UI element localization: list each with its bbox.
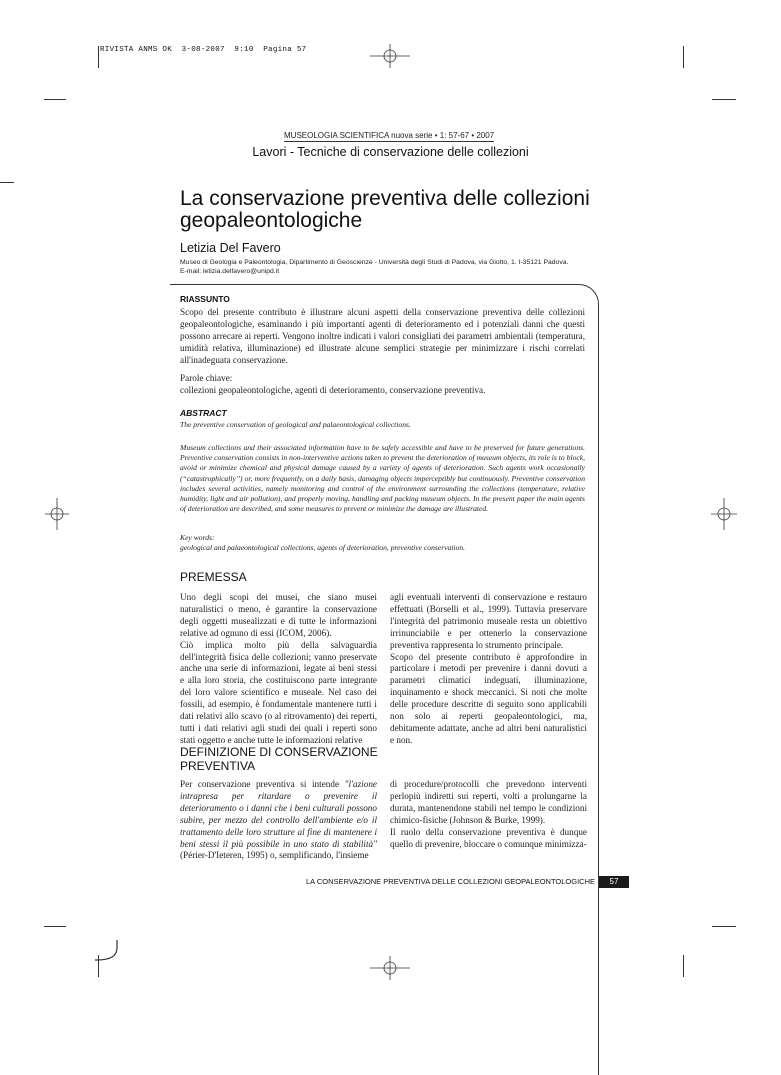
abstract-text: Museum collections and their associated information have to be safely accessible and have to be preserved for future generations. Preventive conservation consists in non-interventive actions taken to prevent the deterioration of museum objects, its role is to block, avoid or minimize chemical and physical damage caused by a variety of agents of deterioration. Such agents work occasionally (“catastrophically”) or, more frequently, on a daily basis, damaging objects imperceptibly but continuously. Preventive conservation includes several activities, namely monitoring and control of the environment surrounding the collections (temperature, relative humidity, light and air pollution), and properly moving, handling and packing museum objects. In the present paper the main agents of deterioration are described, and some measures to prevent or minimize the damage are illustrated.: [180, 443, 585, 514]
riassunto-keywords-list: collezioni geopaleontologiche, agenti di deterioramento, conservazione preventiva.: [180, 385, 486, 395]
crop-mark: [683, 955, 684, 977]
series-heading: Lavori - Tecniche di conservazione delle collezioni: [252, 145, 529, 159]
paragraph: agli eventuali interventi di conservazione e restauro effettuati (Borselli et al., 1999). Tuttavia preservare l'integrità del patrimonio museale resta un obiettivo irrinunciabile e per ottenerlo la conservazione preventiva rappresenta lo strumento principale.: [390, 592, 587, 650]
author-name: Letizia Del Favero: [180, 241, 281, 255]
corner-curve: [95, 940, 121, 966]
crop-mark: [0, 182, 14, 183]
riassunto-heading: RIASSUNTO: [180, 294, 230, 304]
registration-mark-icon: [45, 498, 69, 530]
crop-mark: [712, 99, 736, 100]
crop-mark: [712, 926, 736, 927]
crop-mark: [98, 46, 99, 68]
running-footer: LA CONSERVAZIONE PREVENTIVA DELLE COLLEZIONI GEOPALEONTOLOGICHE: [306, 877, 595, 886]
affiliation-text: Museo di Geologia e Paleontologia, Dipartimento di Geoscienze - Università degli Studi di Padova, via Giotto, 1. I-35121 Padova.: [180, 259, 569, 266]
paragraph: Il ruolo della conservazione preventiva è dunque quello di prevenire, bloccare o comunque minimizza-: [390, 826, 587, 849]
abstract-keywords-label: Key words:: [180, 533, 215, 542]
crop-mark: [44, 99, 66, 100]
abstract-subtitle: The preventive conservation of geological and palaeontological collections.: [180, 420, 411, 429]
page-number: 57: [599, 876, 629, 888]
premessa-column-right: [390, 592, 587, 747]
definition-citation: (Périer-D'Ieteren, 1995) o, semplificando, l'insieme: [180, 850, 369, 861]
journal-reference: MUSEOLOGIA SCIENTIFICA nuova serie • 1: 57-67 • 2007: [284, 131, 495, 140]
author-email: E-mail: letizia.delfavero@unipd.it: [180, 268, 280, 275]
crop-mark: [44, 926, 66, 927]
printer-slug: RIVISTA ANMS OK 3-08-2007 9:10 Pagina 57: [100, 46, 307, 54]
abstract-keywords-list: geological and palaeontological collections, agents of deterioration, preventive conservation.: [180, 543, 466, 553]
abstract-heading: ABSTRACT: [180, 408, 227, 418]
paragraph: di procedure/protocolli che prevedono interventi perlopiù indiretti sui reperti, volti a prolungarne la durata, mantenendone stabili nel tempo le condizioni chimico-fisiche (Johnson & Burke, 1999).: [390, 779, 587, 825]
paragraph: Scopo del presente contributo è approfondire in particolare i metodi per prevenire i danni dovuti a parametri climatici indeguati, illuminazione, inquinamento e shock meccanici. Si noti che molte delle procedure descritte di seguito sono applicabili non solo ai reperti geopaleontologici, ma, debitamente adattate, anche ad altri beni naturalistici e non.: [390, 651, 587, 745]
riassunto-keywords-label: Parole chiave:: [180, 373, 233, 383]
definizione-column-left: [180, 779, 377, 862]
abstract-keywords: [180, 533, 585, 553]
paragraph: Uno degli scopi dei musei, che siano musei naturalistici o meno, è garantire la conservazione degli oggetti musealizzati e di tutte le informazioni relative ad ognuno di essi (ICOM, 2006).: [180, 592, 377, 638]
riassunto-keywords: [180, 372, 585, 396]
definizione-column-right: [390, 779, 587, 850]
premessa-column-left: [180, 592, 377, 747]
section-heading-definizione: DEFINIZIONE DI CONSERVAZIONE PREVENTIVA: [180, 745, 378, 773]
registration-mark-icon: [711, 498, 737, 530]
paragraph: Ciò implica molto più della salvaguardia dell'integrità fisica delle collezioni; vanno preservate anche una serie di informazioni, legate ai beni stessi e alla loro storia, che costituiscono parte integrante del loro valore scientifico e museale. Nel caso dei fossili, ad esempio, è fondamentale mantenere tutti i dati relativi allo scavo (o al ritrovamento) dei reperti, tutti i dati relativi agli studi dei quali i reperti sono stati oggetto e anche tutte le informazioni relative: [180, 639, 377, 745]
definition-intro: Per conservazione preventiva si intende: [180, 779, 340, 789]
affiliation: [180, 258, 610, 276]
crop-mark: [683, 46, 684, 68]
registration-mark-icon: [370, 44, 410, 68]
paragraph: [180, 779, 377, 862]
riassunto-text: Scopo del presente contributo è illustrare alcuni aspetti della conservazione preventiva delle collezioni geopaleontologiche, esaminando i più importanti agenti di deterioramento ed i potenziali danni che questi possono arrecare ai reperti. Vengono inoltre indicati i valori consigliati dei parametri ambientali (temperatura, umidità relativa, illuminazione) ed illustrate alcune semplici strategie per minimizzare i rischi correlati all'inadeguata conservazione.: [180, 307, 585, 365]
article-title: La conservazione preventiva delle collezioni geopaleontologiche: [180, 187, 590, 232]
definition-quote: "l'azione intrapresa per ritardare o prevenire il deterioramento o i danni che i beni culturali possono subire, per mezzo del controllo dell'ambiente e/o il trattamento delle loro strutture al fine di mantenere i beni stessi il più possibile in uno stato di stabilità": [180, 779, 377, 849]
section-heading-premessa: PREMESSA: [180, 570, 247, 584]
